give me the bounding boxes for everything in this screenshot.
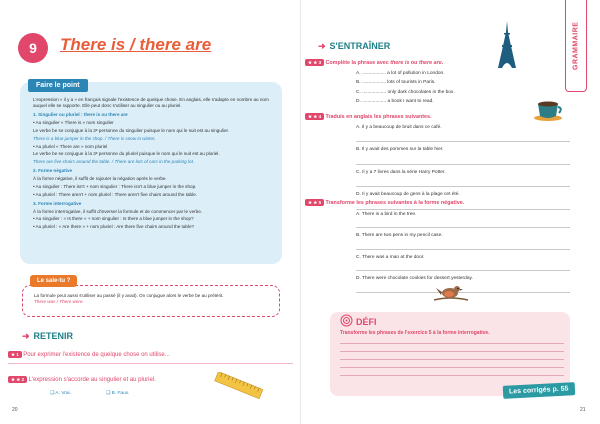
- retenir-ex-1-text: Pour exprimer l'existence de quelque chose on utilise...: [23, 352, 170, 358]
- answer-line[interactable]: [356, 186, 570, 187]
- le-sais-tu-text: [34, 293, 274, 305]
- corriges-link[interactable]: Les corrigés p. 55: [503, 382, 575, 399]
- exercise-4-instruction: Traduis en anglais les phrases suivantes.: [325, 114, 432, 120]
- page-number-left: 20: [12, 407, 18, 413]
- retenir-heading: [22, 330, 73, 342]
- retenir-label: RETENIR: [33, 331, 74, 341]
- exercise-4: [305, 114, 545, 121]
- answer-line[interactable]: [356, 227, 570, 228]
- exercise-4-items: [356, 125, 570, 210]
- le-sais-tu-body: La formule peut aussi s'utiliser au passé (il y avait). On conjugue alors le verbe be au prétérit.: [34, 293, 224, 298]
- bird-illustration: [432, 278, 470, 306]
- e3-item-b[interactable]: B. .................. lots of tourists in Paris.: [356, 80, 436, 86]
- e3-item-a[interactable]: A. .................. a lot of pollution in London.: [356, 71, 445, 76]
- ex-badge: ★ ★ 5: [305, 199, 324, 206]
- s2-line-1: À la forme négative, il suffit de rajouter la négation après le verbe.: [33, 176, 167, 182]
- e3-head-d: there are: [418, 60, 442, 66]
- entrainer-label: S'ENTRAÎNER: [329, 41, 391, 51]
- ex-badge: ★ ★ 4: [305, 113, 324, 120]
- e5-item-b: B. There are two pens in my pencil case.: [356, 233, 443, 239]
- choice-a[interactable]: ❑ A. Vrai.: [50, 391, 71, 396]
- s3-line-3: • Au pluriel : « Are there » + nom pluriel : Are there five chairs around the table?: [33, 224, 195, 230]
- target-icon: [340, 314, 353, 327]
- answer-line[interactable]: [340, 351, 564, 352]
- choice-b[interactable]: ❑ B. Faux.: [106, 391, 130, 396]
- exercise-5-instruction: Transforme les phrases suivantes à la forme négative.: [325, 200, 465, 206]
- entrainer-heading: [318, 40, 390, 52]
- faire-le-point-tab: Faire le point: [28, 79, 88, 92]
- e4-item-b: B. Il y avait des pommes sur la table hier.: [356, 147, 444, 153]
- answer-line[interactable]: [356, 270, 570, 271]
- answer-line[interactable]: [340, 375, 564, 376]
- le-sais-tu-example: There was / There were.: [34, 299, 84, 305]
- e5-item-a: A. There is a bird in the tree.: [356, 212, 417, 217]
- s1-line-4: • Au pluriel « There are » nom pluriel: [33, 143, 108, 149]
- answer-line[interactable]: [8, 363, 293, 364]
- answer-line[interactable]: [340, 359, 564, 360]
- e4-item-c: C. Il y a 7 livres dans la série Harry Potter.: [356, 169, 446, 175]
- defi-title: DÉFI: [356, 317, 377, 327]
- e4-item-a: A. Il y a beaucoup de bruit dans ce café.: [356, 125, 442, 130]
- e5-item-d: D. There were chocolate cookies for dessert yesterday.: [356, 276, 473, 282]
- s1-line-1: • Au singulier « There is » nom singulier: [33, 120, 114, 126]
- s2-line-3: • Au pluriel : There aren't + nom pluriel : There aren't five chairs around the table.: [33, 191, 197, 197]
- answer-line[interactable]: [356, 164, 570, 165]
- answer-line[interactable]: [340, 367, 564, 368]
- retenir-ex-2-text: L'expression s'accorde au singulier et au pluriel.: [28, 377, 156, 383]
- answer-line[interactable]: [356, 141, 570, 142]
- s3-line-2: • Au singulier : « Is there » + nom singulier : Is there a blue jumper in the shop?: [33, 216, 194, 222]
- s1-line-3: There is a blue jumper in the shop. / There is snow in winter.: [33, 135, 156, 141]
- ex-badge: ★ ★ 3: [305, 59, 324, 66]
- exercise-3-instruction: [325, 60, 443, 66]
- ruler-illustration: [210, 372, 266, 402]
- e3-item-c[interactable]: C. .................. only dark chocolates in the box.: [356, 89, 455, 95]
- arrow-icon: ➜: [22, 331, 30, 341]
- s1-line-6: There are five chairs around the table. / There are lots of cars in the parking lot.: [33, 159, 195, 165]
- s1-line-2: Le verbe be se conjugue à la 3ᵉ personne du singulier puisque le nom qui le suit est au singulier.: [33, 127, 230, 133]
- arrow-icon: ➜: [318, 41, 326, 51]
- exercise-3: [305, 60, 565, 67]
- defi-instruction: Transforme les phrases de l'exercice 5 à la forme interrogative.: [340, 330, 490, 336]
- section-1-title: 1. Singulier ou pluriel : there is ou there are: [33, 112, 128, 118]
- retenir-ex-2: [8, 376, 208, 384]
- ex-badge: ★ 1: [8, 351, 22, 358]
- e3-head-b: there is: [390, 60, 410, 66]
- exercise-3-items: [356, 71, 516, 106]
- e3-item-d[interactable]: D. .................. a book I want to read.: [356, 99, 434, 105]
- page-divider: [300, 0, 301, 424]
- answer-line[interactable]: [340, 343, 564, 344]
- section-3-title: 3. Forme interrogative: [33, 200, 82, 206]
- e4-item-d: D. Il y avait beaucoup de gens à la plage cet été.: [356, 192, 460, 198]
- answer-line[interactable]: [356, 249, 570, 250]
- s3-line-1: À la forme interrogative, il suffit d'inverser la formule et de commencer par le verbe.: [33, 208, 203, 214]
- e3-head-c: ou: [409, 60, 419, 66]
- exercise-5: [305, 200, 565, 207]
- lesson-title: There is / there are: [60, 35, 212, 54]
- intro-text: L'expression « il y a » en français signale l'existence de quelque chose. En anglais, elle s'adapte en nombre au nom auquel elle se rapporte. Elle peut donc s'utiliser au singulier ou au pluriel.: [33, 97, 269, 109]
- ex-badge: ★ ★ 2: [8, 376, 27, 383]
- page-number-right: 21: [580, 407, 586, 413]
- s1-line-5: Le verbe be se conjugue à la 3ᵉ personne du pluriel puisque le nom qui le suit est au pluriel.: [33, 151, 220, 157]
- answer-line[interactable]: [356, 209, 570, 210]
- e3-head-a: Complète la phrase avec: [325, 60, 391, 66]
- lesson-number: 9: [18, 33, 48, 63]
- s2-line-2: • Au singulier : There isn't + nom singulier : There isn't a blue jumper in the shop.: [33, 183, 197, 189]
- e3-head-e: .: [441, 60, 444, 66]
- faire-le-point-text: [33, 97, 277, 232]
- grammaire-tab: GRAMMAIRE: [572, 21, 580, 71]
- retenir-ex-1: [8, 351, 293, 364]
- e5-item-c: C. There was a man at the door.: [356, 254, 425, 260]
- le-sais-tu-tab: Le saie-tu ?: [30, 275, 77, 287]
- section-2-title: 2. Forme négative: [33, 168, 73, 174]
- defi-answer-lines: [340, 343, 564, 376]
